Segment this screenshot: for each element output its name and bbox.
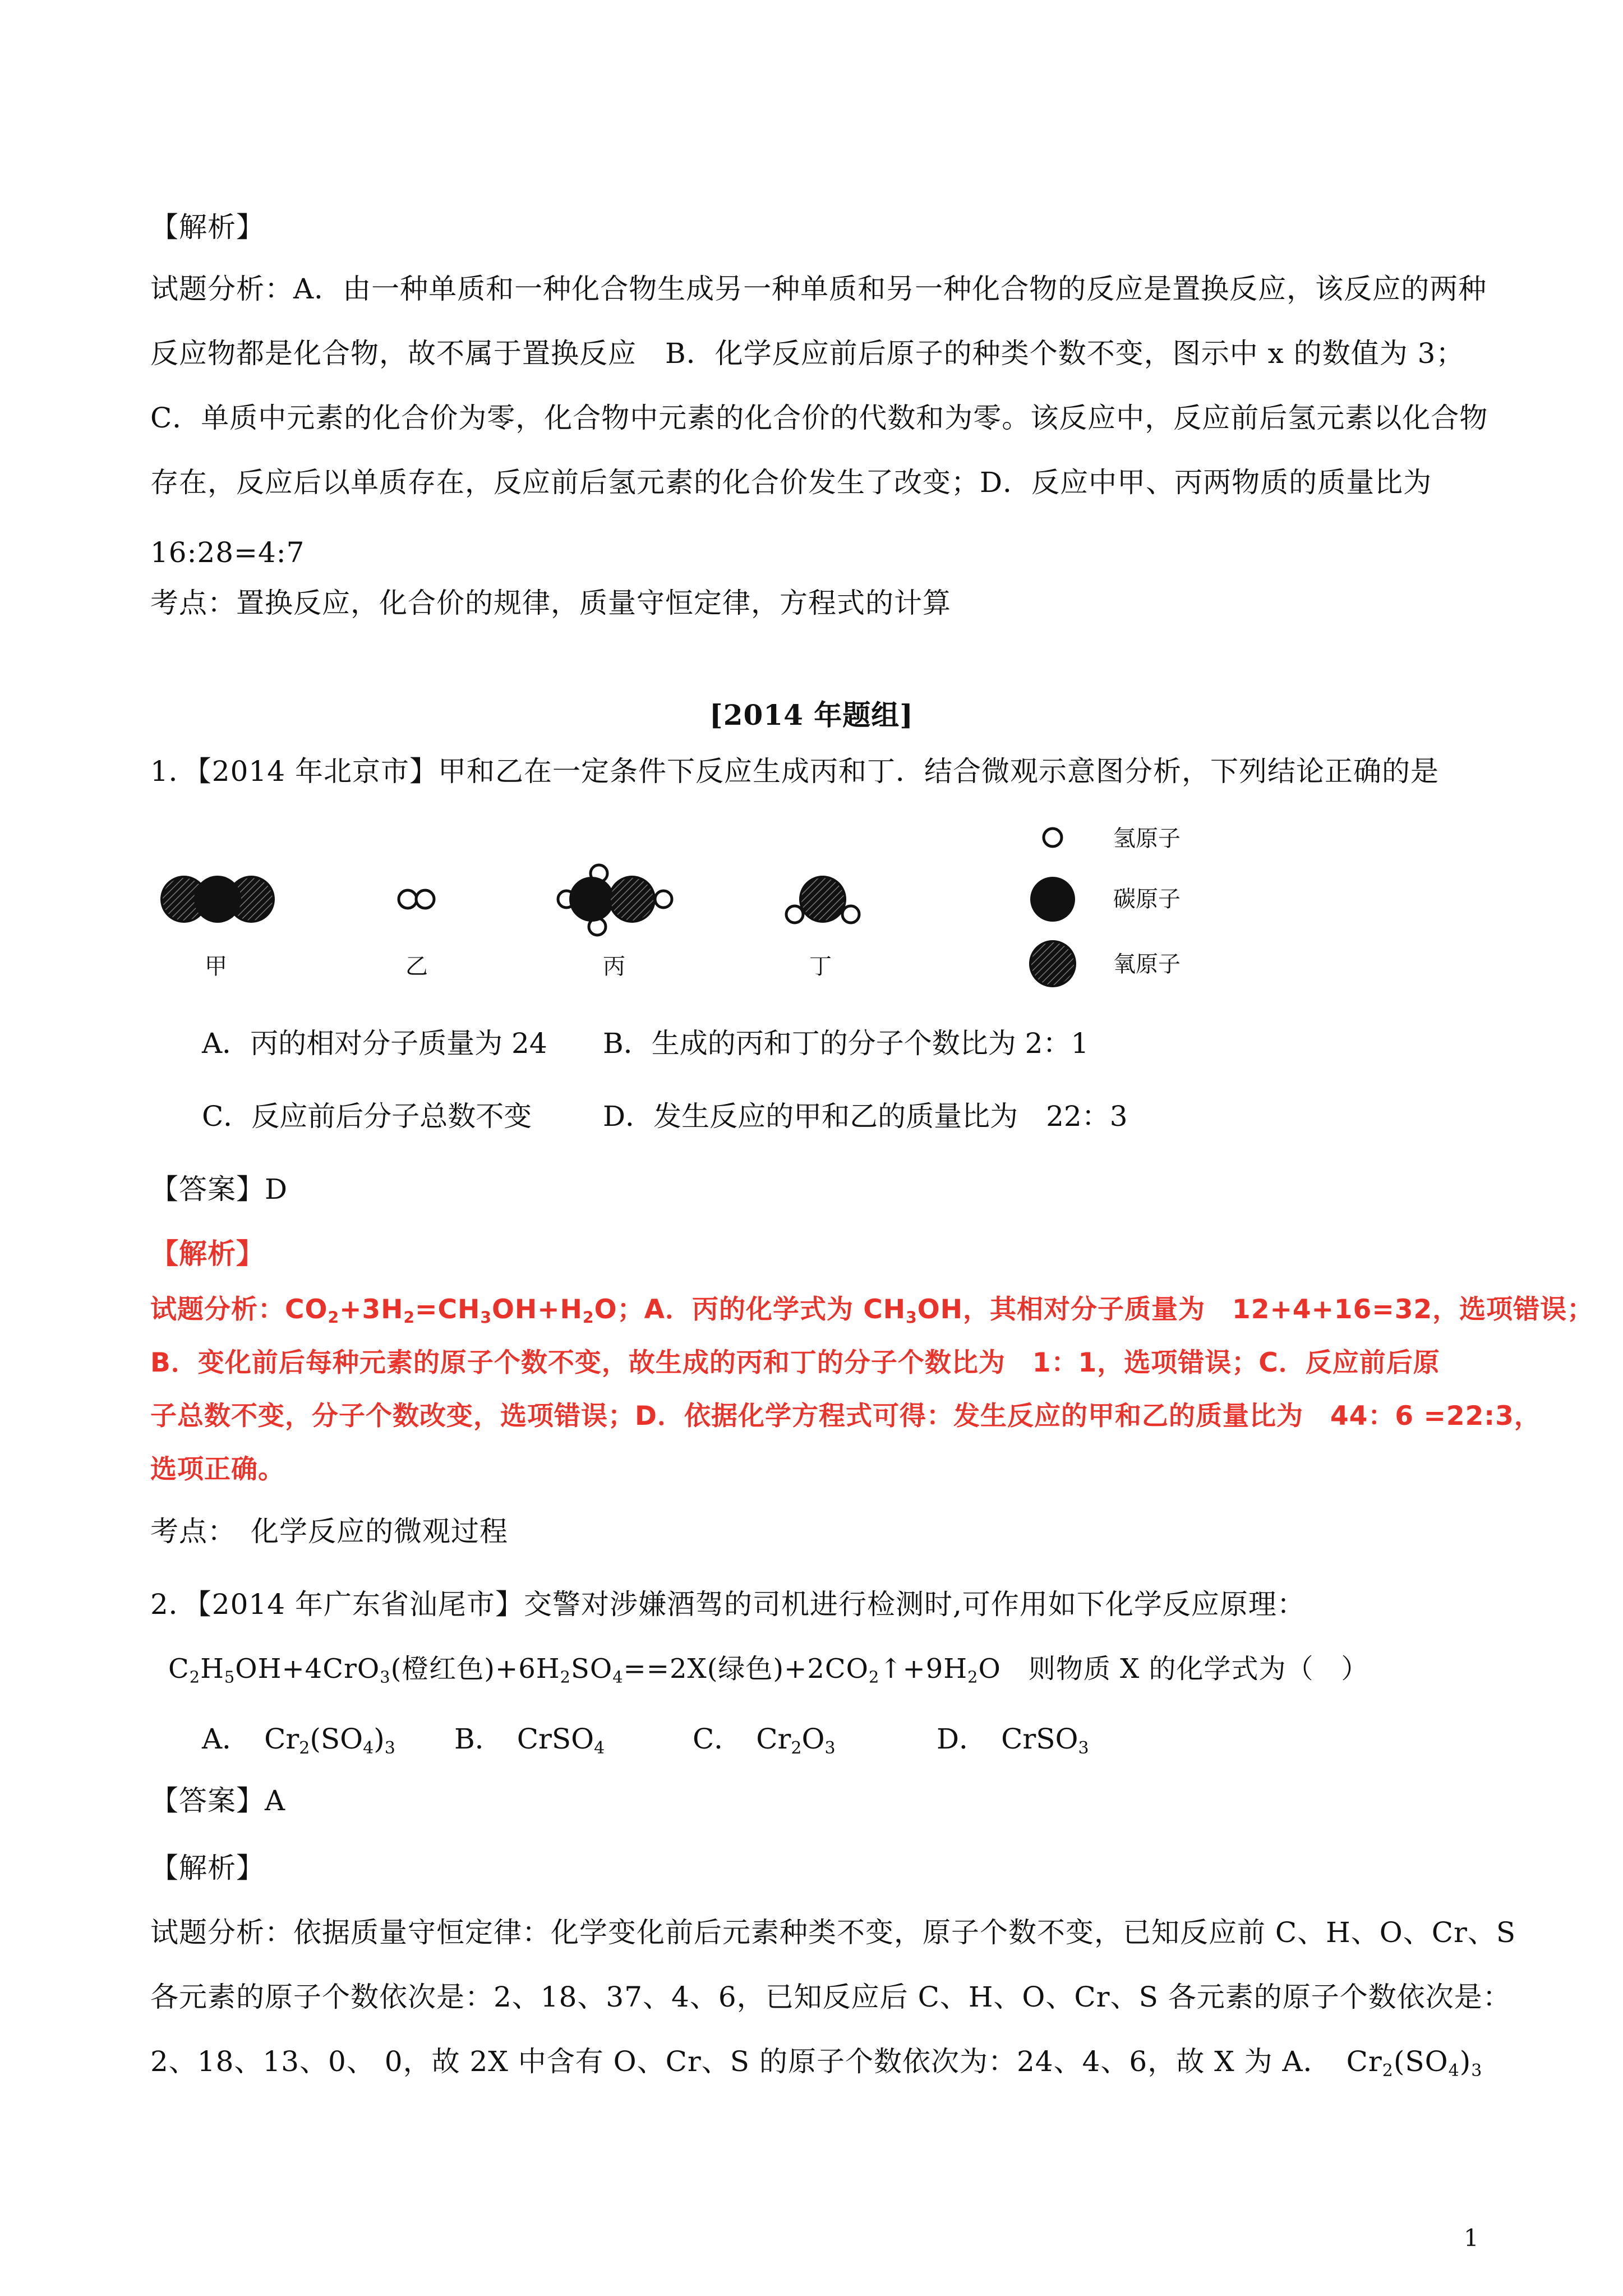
ch3oh-molecule [558, 865, 672, 935]
analysis-line: 存在，反应后以单质存在，反应前后氢元素的化合价发生了改变；D．反应中甲、丙两物质的质量比为 [150, 466, 1432, 499]
question-2-stem: 2．【2014 年广东省汕尾市】交警对涉嫌酒驾的司机进行检测时,可作用如下化学反应原理： [150, 1588, 1306, 1621]
molecule-label-jia: 甲 [205, 954, 227, 979]
q1-analysis-line-2: B．变化前后每种元素的原子个数不变，故生成的丙和丁的分子个数比为 1：1，选项错误；C．反应前后原 [150, 1347, 1440, 1378]
analysis-line: 反应物都是化合物，故不属于置换反应 B．化学反应前后原子的种类个数不变，图示中 x 的数值为 3； [150, 337, 1465, 370]
molecule-label-bing: 丙 [603, 954, 625, 979]
analysis-line: 试题分析：A．由一种单质和一种化合物生成另一种单质和另一种化合物的反应是置换反应，该反应的两种 [150, 273, 1487, 305]
q2-option-a: A． $Cr_2(SO_4)_3$ [202, 1723, 395, 1758]
legend-label-hydrogen: 氢原子 [1113, 826, 1181, 852]
q2-option-c: C． $Cr_2O_3$ [693, 1723, 836, 1758]
knowledge-point: 考点：置换反应，化合价的规律，质量守恒定律，方程式的计算 [150, 587, 951, 619]
h2-molecule [399, 890, 434, 908]
legend-hydrogen-atom [1044, 829, 1062, 846]
molecule-label-yi: 乙 [405, 954, 428, 979]
q2-analysis-line-2: 各元素的原子个数依次是：2、18、37、4、6，已知反应后 C、H、O、Cr、S 各元素的原子个数依次是： [150, 1981, 1511, 2013]
molecule-diagram-svg [143, 825, 1265, 1010]
question-1-stem: 1．【2014 年北京市】甲和乙在一定条件下反应生成丙和丁．结合微观示意图分析，下列结论正确的是 [150, 755, 1439, 788]
analysis-label: 【解析】 [150, 211, 265, 243]
legend-label-oxygen: 氧原子 [1113, 951, 1181, 977]
molecule-label-ding: 丁 [809, 954, 832, 979]
molecule-diagram [143, 825, 1265, 1010]
q2-option-d: D． CrSO$_3$ [937, 1723, 1089, 1758]
analysis-line: C．单质中元素的化合价为零，化合物中元素的化合价的代数和为零。该反应中，反应前后氢元素以化合物 [150, 402, 1488, 434]
h2o-molecule [786, 877, 859, 923]
q1-knowledge-point: 考点： 化学反应的微观过程 [150, 1515, 508, 1548]
co2-molecule [162, 876, 274, 923]
page-number: 1 [1464, 2224, 1479, 2252]
q1-analysis-line-3: 子总数不变，分子个数改变，选项错误；D．依据化学方程式可得：发生反应的甲和乙的质量比为 44：6 =22:3， [150, 1401, 1541, 1432]
q2-option-b: B． CrSO$_4$ [454, 1723, 605, 1758]
q1-analysis-line-4: 选项正确。 [150, 1454, 285, 1485]
legend-label-carbon: 碳原子 [1113, 886, 1181, 912]
q2-analysis-line-3: 2、18、13、0、 0，故 2X 中含有 O、Cr、S 的原子个数依次为：24、4、6，故 X 为 A． $Cr_2(SO_4)_3$ [150, 2045, 1483, 2081]
legend-oxygen-atom [1030, 941, 1075, 986]
legend-carbon-atom [1030, 877, 1075, 922]
q2-analysis-line-1: 试题分析：依据质量守恒定律：化学变化前后元素种类不变，原子个数不变，已知反应前 C、H、O、Cr、S [150, 1916, 1516, 1949]
q1-answer: 【答案】D [150, 1173, 288, 1205]
q1-option-b: B．生成的丙和丁的分子个数比为 2：1 [603, 1027, 1089, 1060]
q2-answer: 【答案】A [150, 1784, 286, 1817]
q1-analysis-label: 【解析】 [150, 1237, 265, 1270]
q1-option-a: A．丙的相对分子质量为 24 [202, 1027, 547, 1060]
q1-analysis-line-1: 试题分析：$CO_2+3H_2=CH_3OH+H_2O$；A．丙的化学式为 $CH_3OH$，其相对分子质量为 12+4+16=32，选项错误； [150, 1294, 1594, 1327]
q2-analysis-label: 【解析】 [150, 1852, 265, 1884]
analysis-line: 16:28=4:7 [150, 536, 305, 569]
q1-option-c: C．反应前后分子总数不变 [202, 1100, 532, 1133]
q1-option-d: D．发生反应的甲和乙的质量比为 22：3 [603, 1100, 1128, 1133]
group-title: [2014 年题组] [709, 698, 914, 731]
q2-equation: $C_2H_5OH+4CrO_3$(橙红色)$+6H_2SO_4==2X$(绿色)$+2CO_2↑+9H_2O$ 则物质 X 的化学式为（ ） [168, 1653, 1369, 1687]
